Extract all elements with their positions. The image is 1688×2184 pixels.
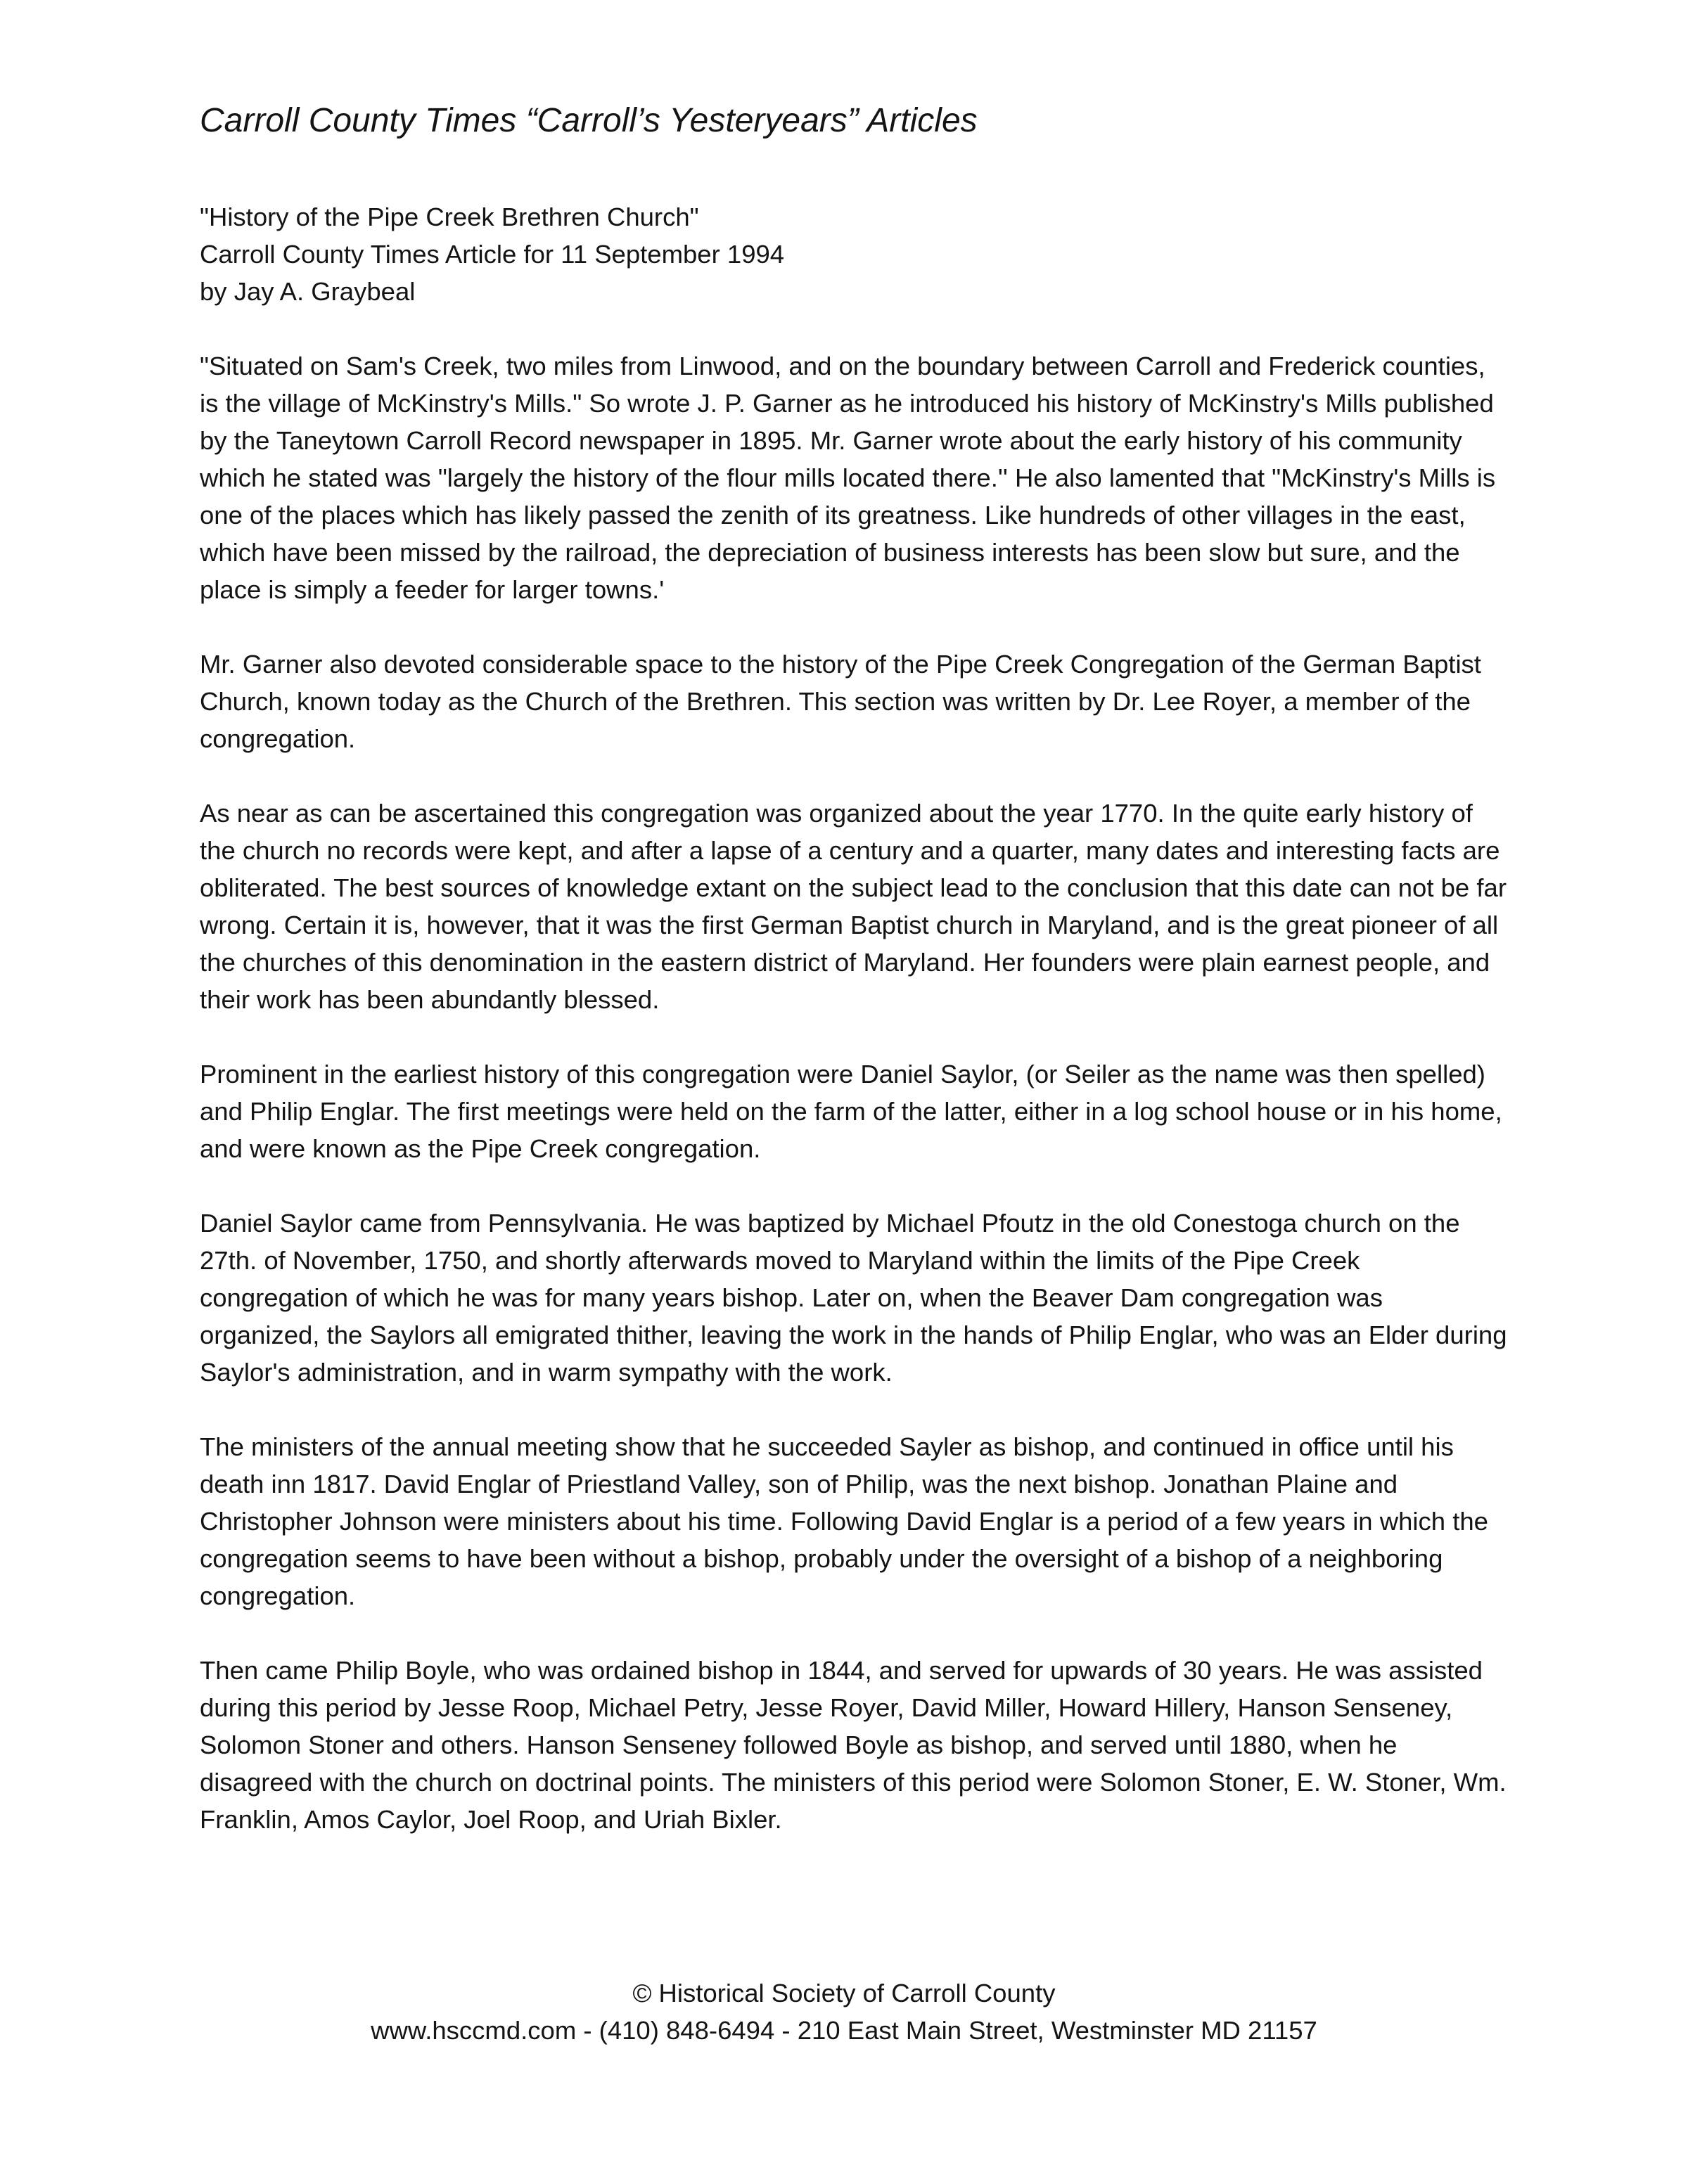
footer-contact: www.hsccmd.com - (410) 848-6494 - 210 East Main Street, Westminster MD 21157 — [371, 2016, 1317, 2045]
article-dateline: Carroll County Times Article for 11 September 1994 — [200, 240, 785, 269]
page-footer — [0, 1974, 1688, 2049]
page-header-title: Carroll County Times “Carroll’s Yesteryears” Articles — [200, 102, 978, 139]
article-headline: "History of the Pipe Creek Brethren Church" — [200, 203, 699, 231]
article-meta — [200, 198, 1508, 310]
paragraph-mckinstrys-mills: "Situated on Sam's Creek, two miles from Linwood, and on the boundary between Carroll and Frederick counties, is the village of McKinstry's Mills." So wrote J. P. Garner as he introduced his history of McKinstry's Mills published by the Taneytown Carroll Record newspaper in 1895. Mr. Garner wrote about the early history of his community which he stated was "largely the history of the flour mills located there.'' He also lamented that "McKinstry's Mills is one of the places which has likely passed the zenith of its greatness. Like hundreds of other villages in the east, which have been missed by the railroad, the depreciation of business interests has been slow but sure, and the place is simply a feeder for larger towns.' — [200, 352, 1496, 604]
article-byline: by Jay A. Graybeal — [200, 277, 416, 306]
paragraph-saylor-englar: Prominent in the earliest history of this congregation were Daniel Saylor, (or Seiler as the name was then spelled) and Philip Englar. The first meetings were held on the farm of the latter, either in a log school house or in his home, and were known as the Pipe Creek congregation. — [200, 1060, 1502, 1163]
paragraph-pipe-creek-congregation: Mr. Garner also devoted considerable space to the history of the Pipe Creek Congregation of the German Baptist Church, known today as the Church of the Brethren. This section was written by Dr. Lee Royer, a member of the congregation. — [200, 650, 1481, 753]
paragraph-daniel-saylor: Daniel Saylor came from Pennsylvania. He was baptized by Michael Pfoutz in the old Conestoga church on the 27th. of November, 1750, and shortly afterwards moved to Maryland within the limits of the Pipe Creek congregation of which he was for many years bishop. Later on, when the Beaver Dam congregation was organized, the Saylors all emigrated thither, leaving the work in the hands of Philip Englar, who was an Elder during Saylor's administration, and in warm sympathy with the work. — [200, 1209, 1507, 1387]
paragraph-philip-boyle: Then came Philip Boyle, who was ordained bishop in 1844, and served for upwards of 30 years. He was assisted during this period by Jesse Roop, Michael Petry, Jesse Royer, David Miller, Howard Hillery, Hanson Senseney, Solomon Stoner and others. Hanson Senseney followed Boyle as bishop, and served until 1880, when he disagreed with the church on doctrinal points. The ministers of this period were Solomon Stoner, E. W. Stoner, Wm. Franklin, Amos Caylor, Joel Roop, and Uriah Bixler. — [200, 1656, 1507, 1834]
footer-copyright: © Historical Society of Carroll County — [632, 1979, 1056, 2008]
paragraph-bishop-succession: The ministers of the annual meeting show that he succeeded Sayler as bishop, and continued in office until his death inn 1817. David Englar of Priestland Valley, son of Philip, was the next bishop. Jonathan Plaine and Christopher Johnson were ministers about his time. Following David Englar is a period of a few years in which the congregation seems to have been without a bishop, probably under the oversight of a bishop of a neighboring congregation. — [200, 1432, 1488, 1610]
paragraph-organization-1770: As near as can be ascertained this congregation was organized about the year 1770. In the quite early history of the church no records were kept, and after a lapse of a century and a quarter, many dates and interesting facts are obliterated. The best sources of knowledge extant on the subject lead to the conclusion that this date can not be far wrong. Certain it is, however, that it was the first German Baptist church in Maryland, and is the great pioneer of all the churches of this denomination in the eastern district of Maryland. Her founders were plain earnest people, and their work has been abundantly blessed. — [200, 799, 1507, 1014]
article-body — [200, 198, 1508, 1838]
